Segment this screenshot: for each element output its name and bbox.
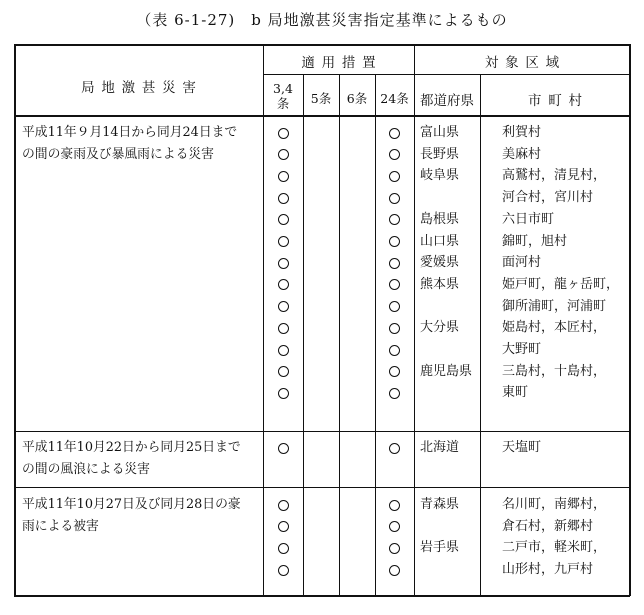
applied-mark-circle	[278, 128, 289, 139]
municipality-cell: 大野町	[502, 342, 542, 357]
applied-mark-circle	[278, 543, 289, 554]
municipality-cell: 名川町，南郷村，	[502, 497, 607, 512]
section-disaster-text: 平成11年９月14日から同月24日まで の間の豪雨及び暴風雨による災害	[22, 125, 238, 162]
applied-mark-circle	[389, 565, 400, 576]
applied-mark-circle	[389, 388, 400, 399]
applied-mark-circle	[389, 301, 400, 312]
applied-mark-circle	[278, 323, 289, 334]
prefecture-cell: 富山県	[420, 125, 460, 140]
municipality-cell: 錦町，旭村	[502, 233, 568, 249]
prefecture-cell: 長野県	[420, 146, 460, 162]
applied-mark-circle	[278, 236, 289, 247]
header-pref: 都道府県	[420, 93, 474, 109]
municipality-cell: 利賀村	[502, 125, 542, 140]
applied-mark-circle	[389, 543, 400, 554]
applied-mark-circle	[389, 521, 400, 532]
header-city: 市 町 村	[528, 93, 582, 109]
prefecture-cell: 北海道	[420, 440, 460, 455]
applied-mark-circle	[389, 345, 400, 356]
municipality-cell: 天塩町	[502, 440, 542, 455]
applied-mark-circle	[278, 500, 289, 511]
col-line-5	[303, 74, 304, 596]
table-border-top	[14, 44, 630, 46]
municipality-cell: 姫戸町，龍ヶ岳町，	[502, 276, 620, 292]
prefecture-cell: 青森県	[420, 497, 460, 512]
section-separator	[14, 115, 630, 117]
applied-mark-circle	[389, 279, 400, 290]
prefecture-cell: 山口県	[420, 233, 460, 249]
section-separator	[14, 431, 630, 432]
applied-mark-circle	[278, 171, 289, 182]
header-col-6: 6条	[346, 91, 368, 106]
col-line-6	[339, 74, 340, 596]
header-target: 対 象 区 域	[484, 55, 560, 71]
applied-mark-circle	[389, 443, 400, 454]
applied-mark-circle	[278, 345, 289, 356]
measure-col-line	[263, 44, 264, 596]
municipality-cell: 美麻村	[502, 146, 542, 162]
municipality-cell: 二戸市，軽米町，	[502, 540, 607, 556]
municipality-cell: 六日市町	[502, 211, 555, 227]
col-line-24	[375, 74, 376, 596]
prefecture-cell: 熊本県	[420, 276, 460, 292]
applied-mark-circle	[278, 443, 289, 454]
applied-mark-circle	[278, 279, 289, 290]
applied-mark-circle	[389, 214, 400, 225]
prefecture-cell: 愛媛県	[420, 255, 460, 271]
applied-mark-circle	[389, 258, 400, 269]
applied-mark-circle	[389, 323, 400, 334]
header-mid-rule-target	[414, 74, 630, 75]
applied-mark-circle	[389, 500, 400, 511]
table-border-right	[629, 44, 631, 596]
section-disaster-text: 平成11年10月27日及び同月28日の豪 雨による被害	[22, 497, 241, 534]
prefecture-cell: 鹿児島県	[420, 363, 473, 379]
municipality-cell: 姫島村，本匠村，	[502, 320, 607, 336]
applied-mark-circle	[278, 214, 289, 225]
municipality-cell: 面河村	[502, 255, 542, 271]
prefecture-cell: 岐阜県	[420, 168, 460, 184]
disaster-table	[14, 44, 630, 596]
applied-mark-circle	[389, 236, 400, 247]
applied-mark-circle	[389, 193, 400, 204]
applied-mark-circle	[278, 193, 289, 204]
applied-mark-circle	[278, 301, 289, 312]
municipality-cell: 山形村，九戸村	[502, 562, 594, 578]
municipality-cell: 高鷲村，清見村，	[502, 168, 607, 184]
applied-mark-circle	[278, 149, 289, 160]
header-measures: 適 用 措 置	[301, 55, 376, 71]
municipality-cell: 三島村，十島村，	[502, 363, 607, 379]
municipality-cell: 御所浦町，河浦町	[502, 298, 607, 314]
applied-mark-circle	[389, 128, 400, 139]
applied-mark-circle	[278, 388, 289, 399]
municipality-cell: 河合村，宮川村	[502, 190, 594, 206]
table-caption: （表 6-1-27) b 局地激甚災害指定基準によるもの	[136, 11, 508, 29]
city-col-line	[480, 74, 481, 596]
municipality-cell: 倉石村，新郷村	[502, 518, 594, 534]
section-separator	[14, 487, 630, 488]
target-col-line	[414, 44, 415, 596]
header-mid-rule-measures	[263, 74, 414, 75]
prefecture-cell: 岩手県	[420, 540, 460, 556]
applied-mark-circle	[389, 149, 400, 160]
header-col-5: 5条	[310, 91, 332, 106]
applied-mark-circle	[278, 521, 289, 532]
applied-mark-circle	[278, 258, 289, 269]
prefecture-cell: 大分県	[420, 320, 460, 336]
applied-mark-circle	[389, 171, 400, 182]
header-col-24: 24条	[380, 91, 409, 106]
section-disaster-text: 平成11年10月22日から同月25日まで の間の風浪による災害	[22, 440, 241, 477]
applied-mark-circle	[278, 366, 289, 377]
table-border-left	[14, 44, 16, 596]
applied-mark-circle	[389, 366, 400, 377]
header-disaster: 局 地 激 甚 災 害	[81, 80, 196, 96]
prefecture-cell: 島根県	[420, 211, 460, 227]
applied-mark-circle	[278, 565, 289, 576]
table-border-bottom	[14, 595, 630, 597]
header-col-34: 3,4 条	[273, 81, 293, 111]
municipality-cell: 東町	[502, 385, 529, 401]
